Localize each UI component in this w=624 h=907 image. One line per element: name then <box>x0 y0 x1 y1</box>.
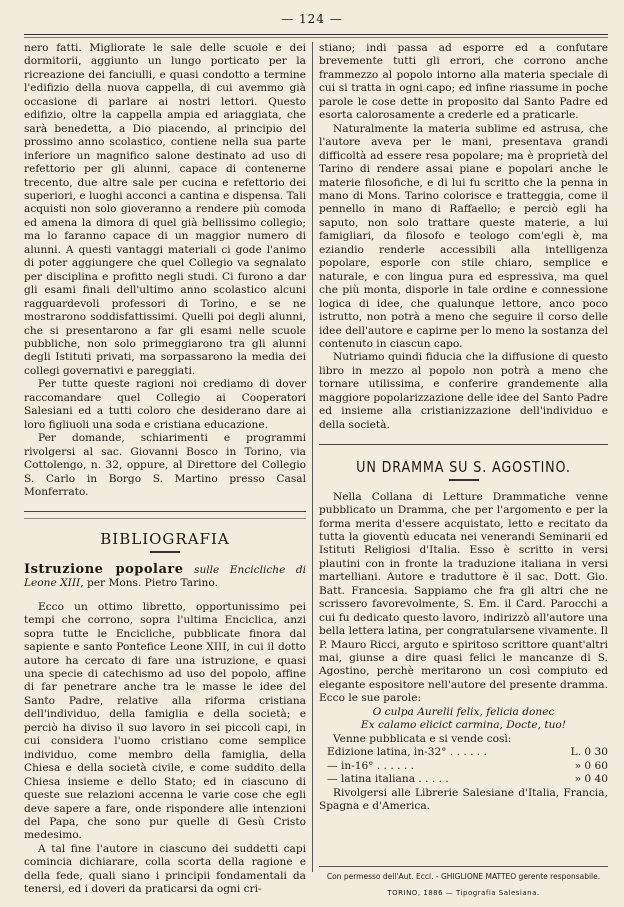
section-rule <box>24 511 306 512</box>
sale-intro: Venne pubblicata e si vende così: <box>333 732 512 745</box>
paragraph: Naturalmente la materia sublime ed astrusa, che l'autore aveva per le mani, presentava grandi difficoltà ad essere resa popolare; ma è proprietà del Tarino di rendere assai piane e popolari anche le materie filosofiche, e di lui fu scritto che la penna in mano di Mons. Tarino colorisce e tratteggia, come il pennello in mano di Raffaello; e perciò egli ha saputo, non solo trattare queste materie, a lui famigliari, da filosofo e teologo com'egli è, ma eziandio renderle accessibili alla intelligenza popolare, esporle con stile chiaro, semplice e naturale, e con lingua pura ed espressiva, ma quel che più monta, disporle in tale ordine e connessione logica di idee, che qualunque lettore, anco poco istrutto, non potrà a meno che seguire il corso delle idee dell'autore e capirne per lo meno la sostanza del contenuto in ciascun capo. <box>319 122 608 350</box>
book-title <box>24 563 306 591</box>
paragraph: Nutriamo quindi fiducia che la diffusione di questo libro in mezzo al popolo non potrà a meno che tornare utilissima, e conferire grandemente alla maggiore popolarizzazione delle idee del Santo Padre ed insieme alla cristianizzazione dell'individuo e della società. <box>319 351 608 431</box>
paragraph: nero fatti. Migliorate le sale delle scuole e dei dormitorii, aggiunto un lungo porticato per la ricreazione dei fanciulli, e quasi condotto a termine l'edifizio della nuova cappella, di cui avemmo già occasione di parlare ai nostri lettori. Questo edifizio, oltre la cappella ampia ed ariaggiata, che sarà benedetta, a Dio piacendo, al principio del prossimo anno scolastico, contiene nella sua parte inferiore un magnifico salone destinato ad uso di refettorio per gli alunni, capace di contenerne trecento, due altre sale per cucina e refettorio dei superiori, e luoghi acconci a cantina e dispensa. Tali acquisti non solo gioveranno a rendere più comoda ed amena la dimora di quel già bellissimo collegio; ma lo faranno capace di un maggior numero di alunni. A questi vantaggi materiali ci gode l'animo di poter aggiungere che quel Collegio va segnalato per disciplina e profitto negli studi. Ci furono a dar gli esami finali dell'ultimo anno scolastico alcuni ragguardevoli professori di Torino, e se ne mostrarono soddisfattissimi. Quelli poi degli alunni, che si presentarono a far gli esami nelle scuole pubbliche, non solo primeggiarono tra gli alunni degli Istituti privati, ma sorpassarono la media dei collegi governativi e pareggiati. <box>24 42 306 377</box>
title-underline <box>449 479 479 481</box>
imprint-rule <box>319 866 608 867</box>
title-underline <box>150 551 180 553</box>
price-row <box>319 760 608 773</box>
imprint-permission: Con permesso dell'Aut. Eccl. - GHIGLIONE MATTEO gerente responsabile. <box>326 872 601 881</box>
paragraph: Per domande, schiarimenti e programmi rivolgersi al sac. Giovanni Bosco in Torino, via Cottolengo, n. 32, oppure, al Direttore del Collegio S. Carlo in Borgo S. Martino presso Casal Monferrato. <box>24 432 306 498</box>
price-value: » 0 60 <box>574 759 608 772</box>
imprint <box>319 872 608 897</box>
imprint-publisher: TORINO, 1886 — Tipografia Salesiana. <box>387 889 540 897</box>
price-value: L. 0 30 <box>570 746 608 759</box>
book-title-bold: Istruzione popolare <box>24 561 184 577</box>
left-column <box>24 42 306 897</box>
section-rule-secondary <box>24 518 306 519</box>
price-label: — latina italiana . . . . . <box>327 773 449 786</box>
column-divider <box>312 42 313 872</box>
paragraph: A tal fine l'autore in ciascuno dei suddetti capi comincia dichiarare, colla scorta della ragione e della fede, quali siano i principii fondamentali da tenersi, ed i doveri da praticarsi da ogni cri- <box>24 842 306 896</box>
paragraph: Rivolgersi alle Librerie Salesiane d'Italia, Francia, Spagna e d'America. <box>319 786 608 813</box>
price-label: — in-16° . . . . . . <box>327 759 414 772</box>
top-rule-secondary <box>24 37 608 38</box>
paragraph: Ecco un ottimo libretto, opportunissimo pei tempi che corrono, sopra l'ultima Enciclica, anzi sopra tutte le Encicliche, pubblicate finora dal sapiente e santo Pontefice Leone XIII, in cui il dotto autore ha cercato di fare una istruzione, e quasi una specie di catechismo ad uso del popolo, affine di far penetrare anche tra le masse le idee del Santo Padre, relative alla riforma cristiana dell'individuo, della famiglia e della società; e perciò ha diviso il suo lavoro in sei piccoli capi, in cui considera l'uomo cristiano come semplice individuo, come membro della famiglia, della Chiesa e della società civile, e come suddito della Chiesa insieme e dello Stato; ed in ciascuno di queste sue relazioni accenna le varie cose che egli deve sapere a fare, onde rispondere alle intenzioni del Papa, che sono pur quelle di Gesù Cristo medesimo. <box>24 600 306 842</box>
right-column <box>319 42 608 813</box>
price-row <box>319 773 608 786</box>
book-title-italic: sulle Encicliche di Leone XIII <box>24 563 307 590</box>
paragraph: Per tutte queste ragioni noi crediamo di dover raccomandare quel Collegio ai Cooperatori Salesiani ed a tutti coloro che desiderano dare ai loro figliuoli una soda e cristiana educazione. <box>24 378 306 431</box>
latin-verse-2: Ex calamo elicict carmina, Docte, tuo! <box>360 719 567 732</box>
top-rule <box>24 34 608 35</box>
paragraph: Nella Collana di Letture Drammatiche venne pubblicato un Dramma, che per l'argomento e per la forma merita d'essere acquistato, letto e recitato da tutta la gioventù educata nei venerandi Seminarii ed Istituti Religiosi d'Italia. Esso è scritto in versi plautini con in fronte la traduzione italiana in versi martelliani. Autore e traduttore è il sac. Dott. Gio. Batt. Francesia. Sappiamo che fra gli altri che ne scrissero favorevolmente, S. Em. il Card. Parocchi a cui fu dedicato questo lavoro, indirizzò all'autore una bella lettera latina, per congratularsene vivamente. Il P. Mauro Ricci, arguto e spiritoso scrittore quant'altri mai, giunse a dire quasi felici le mancanze di S. Agostino, perchè meritarono un così compiuto ed elegante espositore nell'autore del presente dramma. Ecco le sue parole: <box>319 490 608 705</box>
price-row <box>319 746 608 759</box>
page-number: — 124 — <box>281 12 343 26</box>
section-title-dramma: UN DRAMMA SU S. AGOSTINO. <box>356 458 571 477</box>
price-value: » 0 40 <box>574 773 608 786</box>
latin-verse-1: O culpa Aurelii felix, felicia donec <box>372 705 555 718</box>
paragraph: stiano; indi passa ad esporre ed a confutare brevemente tutti gli errori, che corrono anche frammezzo al popolo intorno alla materia speciale di cui si tratta in ogni capo; ed infine riassume in poche parole le cose dette in proposito dal Santo Padre ed esorta calorosamente a crederle ed a praticarle. <box>319 42 608 122</box>
section-rule <box>319 444 608 445</box>
price-label: Edizione latina, in-32° . . . . . . <box>327 746 487 759</box>
book-author: , per Mons. Pietro Tarino. <box>80 577 218 590</box>
section-title-bibliografia: BIBLIOGRAFIA <box>100 530 230 549</box>
